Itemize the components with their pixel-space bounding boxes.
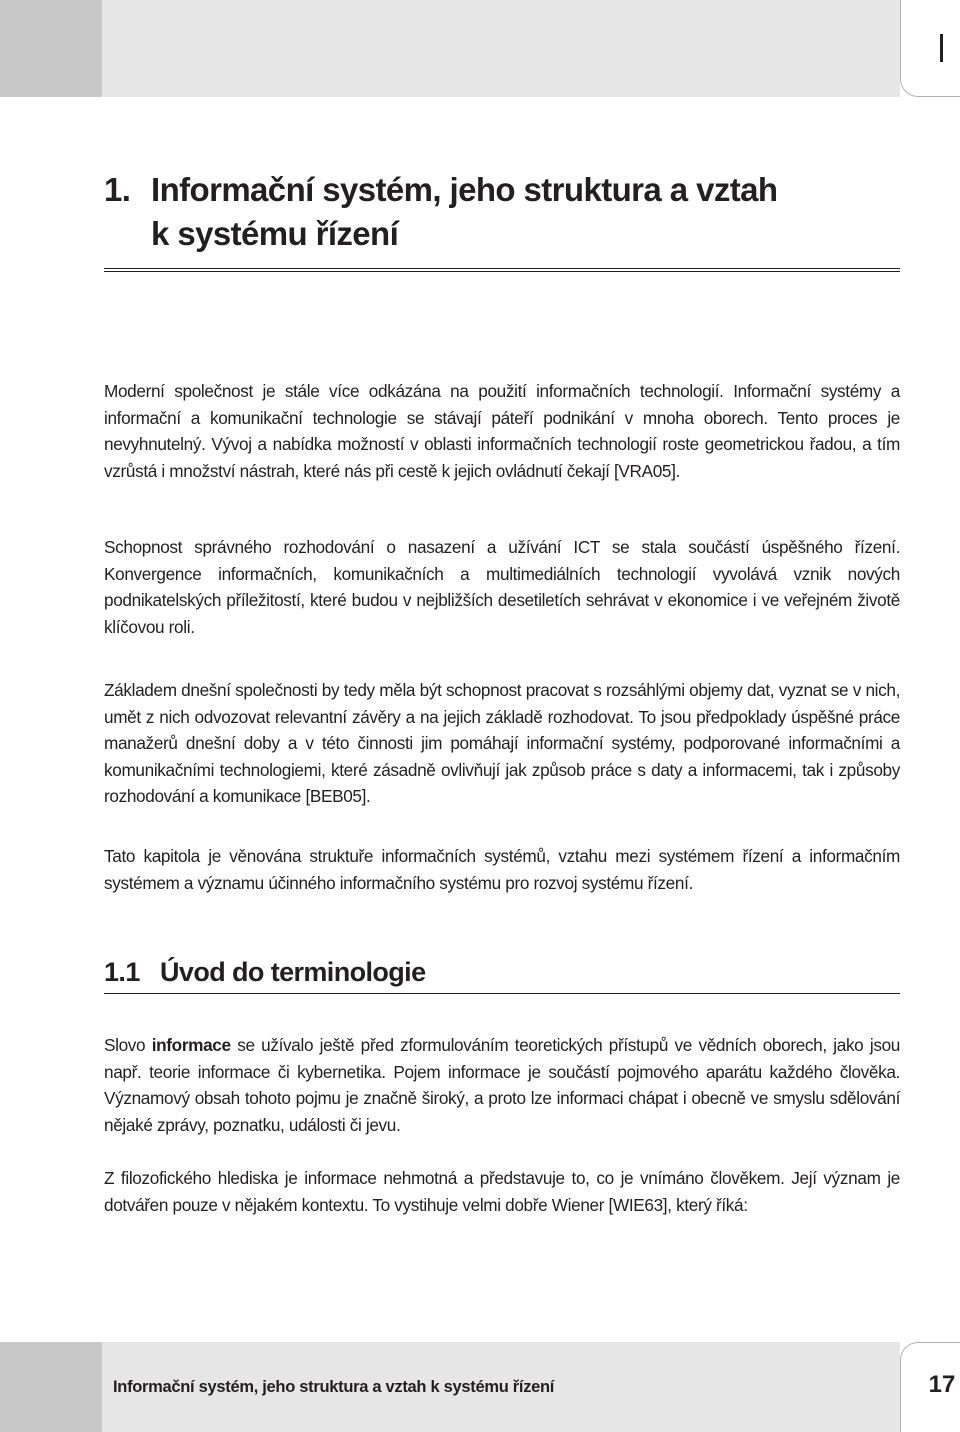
chapter-heading (104, 168, 900, 256)
paragraph-1: Moderní společnost je stále více odkázána na použití informačních technologií. Informační systémy a informační a komunikační technologie se stávají páteří podnikání v mnoha oborech. Tento proces je nevyhnutelný. Vývoj a nabídka možností v oblasti informačních technologií roste geometrickou řadou, a tím vzrůstá i množství nástrah, které nás při cestě k jejich ovládnutí čekají [VRA05]. (104, 381, 900, 481)
text-run: se užívalo ještě před zformulováním teoretických přístupů ve vědních oborech, jako jsou např. teorie informace či kybernetika. Pojem informace je součástí pojmového aparátu každého člověka. Významový obsah tohoto pojmu je značně široký, a proto lze informaci chápat i obecně ve smyslu sdělování nějaké zprávy, poznatku, události či jevu. (104, 1035, 901, 1135)
paragraph-2: Schopnost správného rozhodování o nasazení a užívání ICT se stala součástí úspěšného řízení. Konvergence informačních, komunikačních a multimediálních technologií vyvolává vznik nových podnikatelských příležitostí, které budou v nejbližších desetiletích sehrávat v ekonomice i ve veřejném životě klíčovou roli. (104, 537, 900, 637)
section-paragraph-2: Z filozofického hlediska je informace nehmotná a představuje to, co je vnímáno člověkem. Její význam je dotvářen pouze v nějakém kontextu. To vystihuje velmi dobře Wiener [WIE63], který říká: (104, 1168, 900, 1215)
running-footer-title: Informační systém, jeho struktura a vztah k systému řízení (113, 1378, 555, 1396)
header-strip (102, 0, 900, 97)
section-title: Úvod do terminologie (160, 957, 426, 987)
text-run: Slovo (104, 1035, 152, 1055)
footer-corner-block (0, 1342, 102, 1432)
chapter-marker-bar (940, 34, 943, 62)
header-corner-block (0, 0, 102, 97)
header-tab (900, 0, 960, 97)
section-paragraph-1 (104, 1032, 900, 1138)
chapter-heading-rule (104, 268, 900, 272)
section-heading (104, 952, 900, 992)
header-band (0, 0, 960, 97)
page-number: 17 (928, 1371, 956, 1398)
term-bold-informace: informace (151, 1035, 231, 1055)
chapter-title (151, 168, 900, 256)
chapter-title-line-2: k systému řízení (151, 215, 399, 252)
paragraph-3: Základem dnešní společnosti by tedy měla být schopnost pracovat s rozsáhlými objemy dat, vyznat se v nich, umět z nich odvozovat relevantní závěry a na jejich základě rozhodovat. To jsou předpoklady úspěšné práce manažerů dnešní doby a v této činnosti jim pomáhají informační systémy, podporované informačními a komunikačními technologiemi, které zásadně ovlivňují jak způsob práce s daty a informacemi, tak i způsoby rozhodování a komunikace [BEB05]. (104, 680, 900, 806)
section-number: 1.1 (104, 957, 140, 987)
paragraph-4: Tato kapitola je věnována struktuře informačních systémů, vztahu mezi systémem řízení a informačním systémem a významu účinného informačního systému pro rozvoj systému řízení. (104, 846, 900, 893)
section-heading-rule (104, 993, 900, 994)
chapter-title-line-1: Informační systém, jeho struktura a vztah (151, 171, 778, 208)
chapter-number: 1. (104, 171, 131, 208)
